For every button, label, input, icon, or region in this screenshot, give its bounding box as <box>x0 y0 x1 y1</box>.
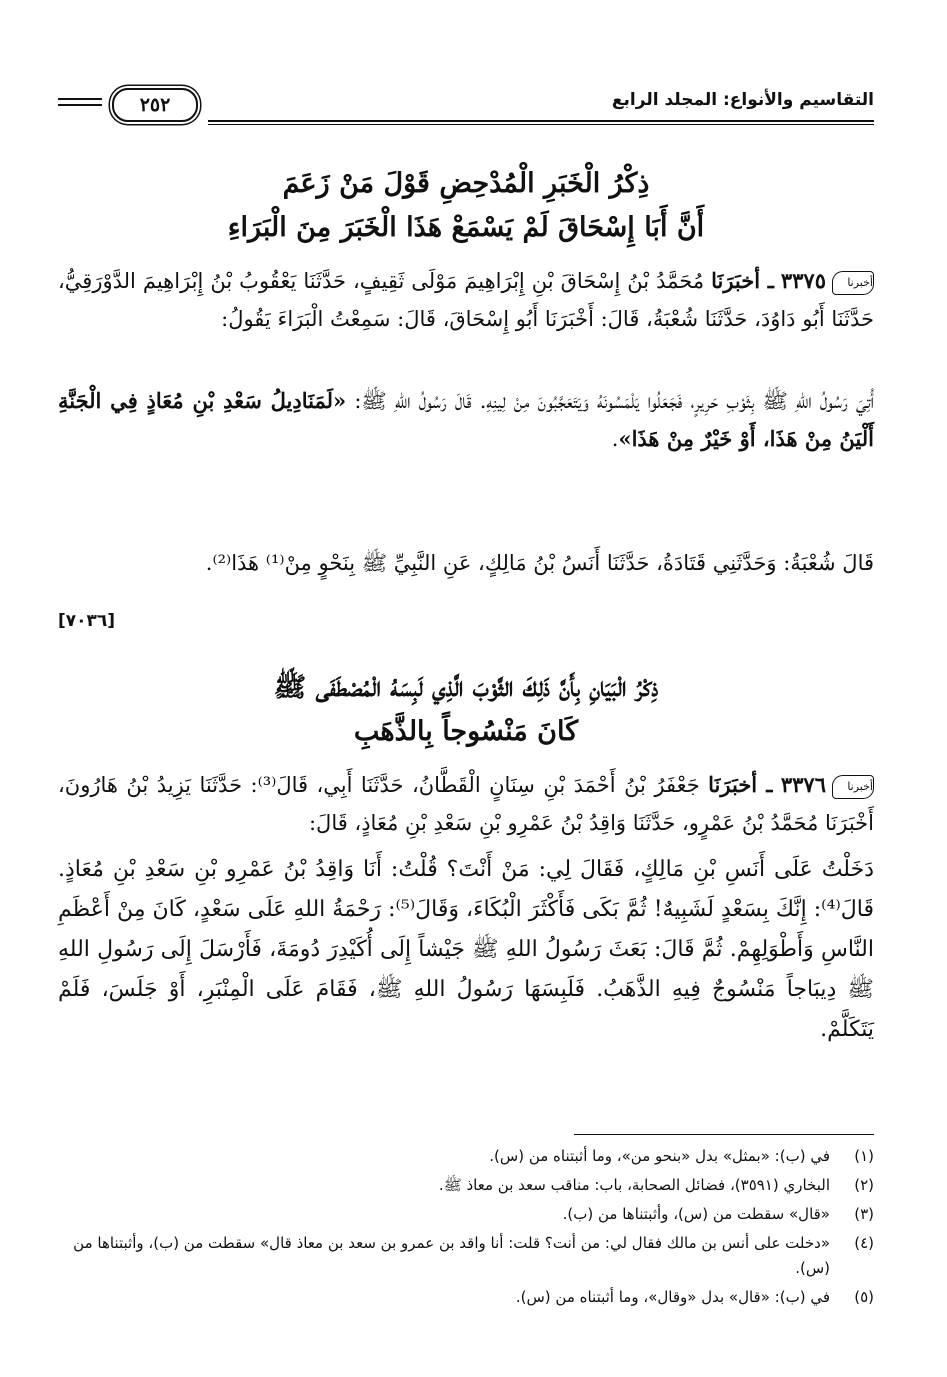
prophetic-saying: «لَمَنَادِيلُ سَعْدِ بْنِ مُعَاذٍ فِي الْجَنَّةِ أَلْيَنُ مِنْ هَذَا، أَوْ خَيْرٌ مِنْ هَذَا» <box>58 388 874 451</box>
section-heading-2 <box>58 666 874 754</box>
header-rule <box>208 120 874 122</box>
footnote-number: (٤) <box>854 1234 874 1252</box>
isnad-text: جَعْفَرُ بْنُ أَحْمَدَ بْنِ سِنَانٍ الْقَطَّانُ، حَدَّثَنَا أَبِي، قَالَ⁽³⁾: حَدَّثَنَا يَزِيدُ بْنُ هَارُونَ، أَخْبَرَنَا مُحَمَّدُ بْنُ عَمْرٍو، حَدَّثَنَا وَاقِدُ بْنُ عَمْرِو بْنِ سَعْدِ بْنِ مُعَاذٍ، قَالَ: <box>58 773 874 835</box>
hadith-number: ٣٣٧٥ <box>780 268 826 293</box>
footnote-rule <box>574 1134 874 1135</box>
page-header <box>58 88 874 132</box>
footnote-number: (٣) <box>854 1205 874 1223</box>
heading-line: كَانَ مَنْسُوجاً بِالذَّهَبِ <box>353 716 579 747</box>
hadith-isnad-3376 <box>58 766 874 842</box>
isnad-text: مُحَمَّدُ بْنُ إِسْحَاقَ بْنِ إِبْرَاهِيمَ مَوْلَى ثَقِيفٍ، حَدَّثَنَا يَعْقُوبُ بْنُ إِبْرَاهِيمَ الدَّوْرَقِيُّ، حَدَّثَنَا أَبُو دَاوُدَ، حَدَّثَنَا شُعْبَةُ، قَالَ: أَخْبَرَنَا أَبُو إِسْحَاقَ، قَالَ: سَمِعْتُ الْبَرَاءَ يَقُولُ: <box>58 269 874 331</box>
book-page <box>58 70 874 1340</box>
akhbarana-ornament-icon: أخبرنا <box>832 775 874 799</box>
footnote <box>58 1285 874 1310</box>
footnote <box>58 1231 874 1281</box>
heading-line: ذِكْرُ الْبَيَانِ بِأَنَّ ذَلِكَ الثَّوْبَ الَّذِي لَبِسَهُ الْمُصْطَفَى ﷺ <box>273 672 659 703</box>
matn-text: أُتِيَ رَسُولُ اللهِ ﷺ بِثَوْبِ حَرِيرٍ، فَجَعَلُوا يَلْمَسُونَهُ وَيَتَعَجَّبُونَ مِنْ لِينِهِ. قَالَ رَسُولُ اللهِ ﷺ: <box>354 389 874 413</box>
section-heading-1 <box>58 162 874 250</box>
footnote <box>58 1202 874 1227</box>
hadith-number: ٣٣٧٦ <box>780 772 826 797</box>
running-title: التقاسيم والأنواع: المجلد الرابع <box>611 90 874 110</box>
hadith-matn-3375 <box>58 382 874 458</box>
footnote-number: (٥) <box>854 1288 874 1306</box>
hadith-addendum <box>58 544 874 582</box>
intro-word: ـ أخبَرَنَا <box>708 772 773 797</box>
hadith-isnad-3375 <box>58 262 874 338</box>
footnote-number: (١) <box>854 1147 874 1165</box>
footnote <box>58 1144 874 1169</box>
footnote-text: في (ب): «قال» بدل «وقال»، وما أثبتناه من (س). <box>515 1288 830 1306</box>
akhbarana-ornament-icon: أخبرنا <box>832 271 874 295</box>
matn-end: . <box>611 427 619 451</box>
page-number: ٢٥٢ <box>112 88 198 122</box>
footnote-number: (٢) <box>854 1176 874 1194</box>
heading-line: ذِكْرُ الْخَبَرِ الْمُدْحِضِ قَوْلَ مَنْ زَعَمَ <box>282 168 650 199</box>
footnote-text: البخاري (٣٥٩١)، فضائل الصحابة، باب: مناقب سعد بن معاذ ﷺ. <box>438 1176 830 1194</box>
footnotes <box>58 1144 874 1314</box>
ornament-lines <box>58 98 102 110</box>
heading-line: أَنَّ أَبَا إِسْحَاقَ لَمْ يَسْمَعْ هَذَا الْخَبَرَ مِنَ الْبَرَاءِ <box>227 212 705 243</box>
intro-word: ـ أخبَرَنَا <box>711 268 774 293</box>
footnote-text: في (ب): «بمثل» بدل «بنحو من»، وما أثبتناه من (س). <box>489 1147 830 1165</box>
addendum-text: قَالَ شُعْبَةُ: وَحَدَّثَنِي قَتَادَةُ، حَدَّثَنَا أَنَسُ بْنُ مَالِكٍ، عَنِ النَّبِيِّ ﷺ بِنَحْوٍ مِنْ⁽¹⁾ هَذَا⁽²⁾. <box>205 551 874 575</box>
footnote <box>58 1173 874 1198</box>
footnote-text: «قال» سقطت من (س)، وأثبتناها من (ب). <box>562 1205 830 1223</box>
reference-number: [٧٠٣٦] <box>58 611 116 631</box>
hadith-matn-3376 <box>58 850 874 1050</box>
header-rule-thin <box>208 124 874 125</box>
matn-text: دَخَلْتُ عَلَى أَنَسِ بْنِ مَالِكٍ، فَقَالَ لِي: مَنْ أَنْتَ؟ قُلْتُ: أَنَا وَاقِدُ بْنُ عَمْرِو بْنِ سَعْدِ بْنِ مُعَاذٍ. قَالَ⁽⁴⁾: إِنَّكَ بِسَعْدٍ لَشَبِيهٌ! ثُمَّ بَكَى فَأَكْثَرَ الْبُكَاءَ، وَقَالَ⁽⁵⁾: رَحْمَةُ اللهِ عَلَى سَعْدٍ، كَانَ مِنْ أَعْظَمِ النَّاسِ وَأَطْوَلِهِمْ. ثُمَّ قَالَ: بَعَثَ رَسُولُ اللهِ ﷺ جَيْشاً إِلَى أُكَيْدِرَ دُومَةَ، فَأَرْسَلَ إِلَى رَسُولِ اللهِ ﷺ دِيبَاجاً مَنْسُوجٌ فِيهِ الذَّهَبُ. فَلَبِسَهَا رَسُولُ اللهِ ﷺ، فَقَامَ عَلَى الْمِنْبَرِ، أَوْ جَلَسَ، فَلَمْ يَتَكَلَّمْ. <box>58 857 874 1042</box>
footnote-text: «دخلت على أنس بن مالك فقال لي: من أنت؟ قلت: أنا واقد بن عمرو بن سعد بن معاذ قال» سقطت من (ب)، وأثبتناها من (س). <box>73 1234 830 1277</box>
